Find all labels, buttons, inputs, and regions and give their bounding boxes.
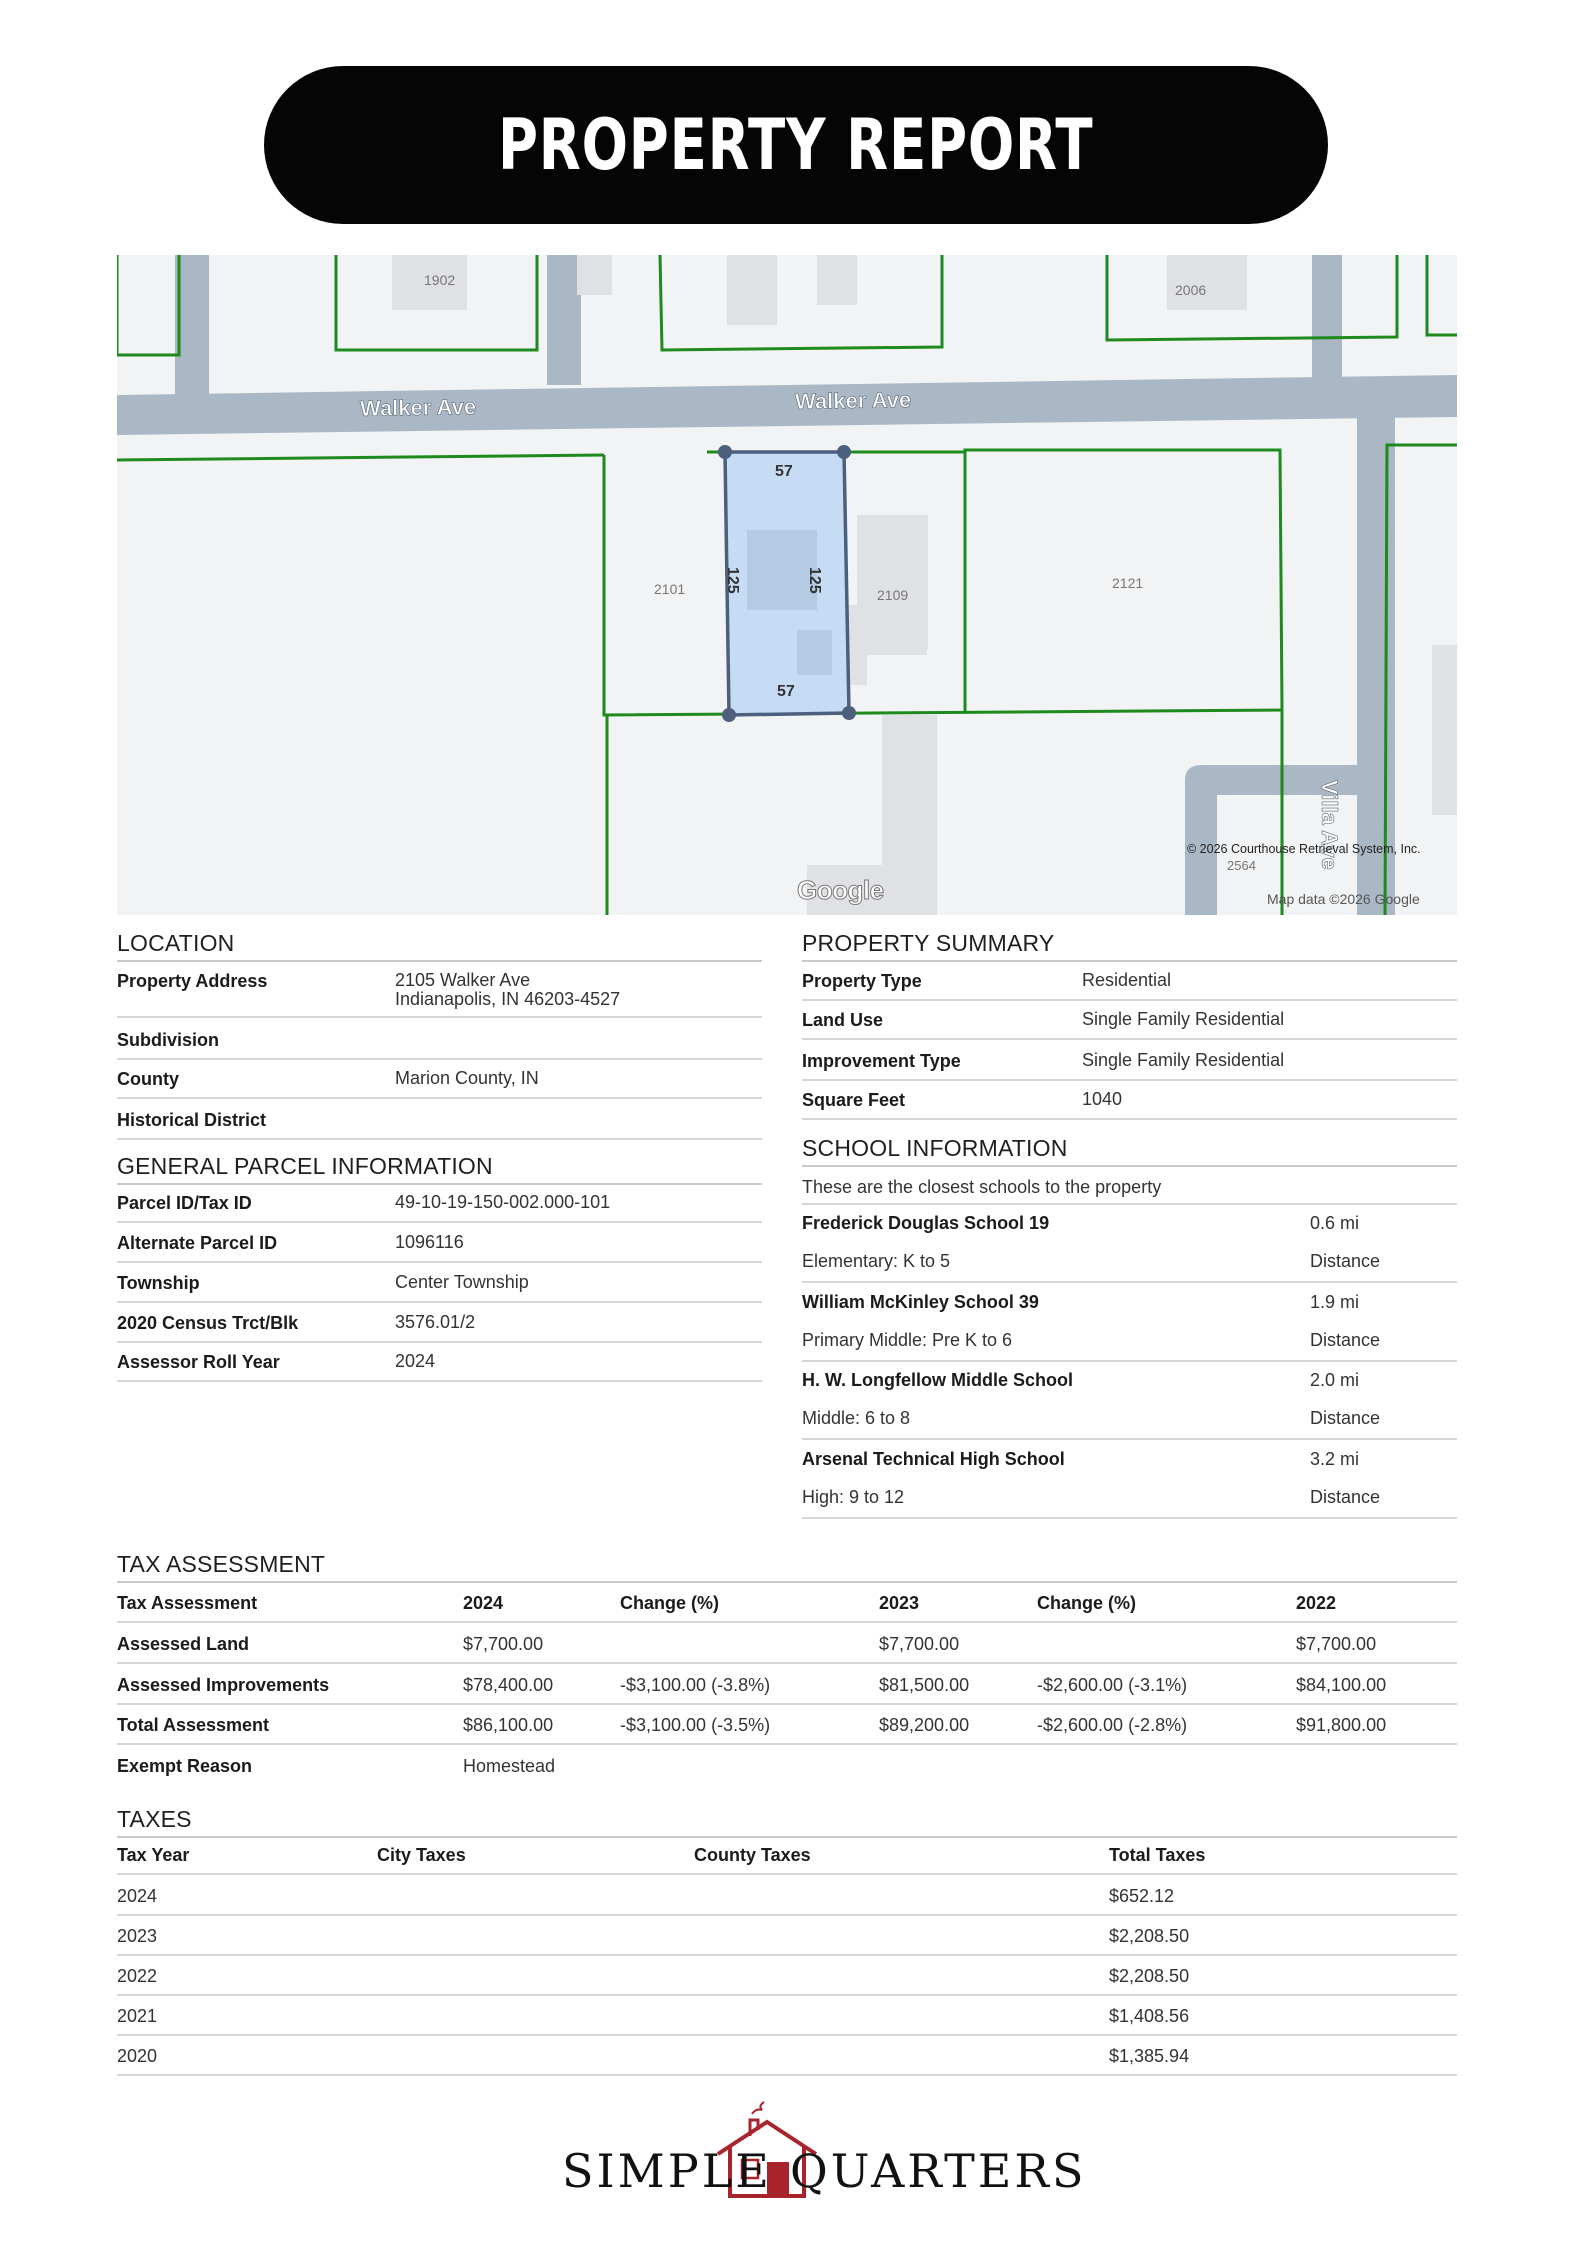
school-distance: 3.2 mi — [1310, 1448, 1360, 1469]
house-number: 2101 — [654, 581, 686, 597]
info-row — [117, 1264, 762, 1303]
row-divider — [802, 1438, 1457, 1440]
info-value: Single Family Residential — [1082, 1050, 1285, 1070]
row-divider — [117, 1703, 1457, 1705]
table-cell: $78,400.00 — [463, 1674, 554, 1695]
info-value: Single Family Residential — [1082, 1009, 1285, 1029]
info-value: 49-10-19-150-002.000-101 — [395, 1192, 611, 1212]
table-header-cell: Change (%) — [1037, 1593, 1136, 1613]
map-data-attribution[interactable]: Map data ©2026 Google — [1267, 891, 1420, 907]
table-cell: $652.12 — [1109, 1886, 1175, 1906]
table-cell: $2,208.50 — [1109, 1966, 1190, 1986]
table-header-cell: Tax Year — [117, 1845, 190, 1865]
school-name: William McKinley School 39 — [802, 1291, 1039, 1312]
parcel-dimension-left: 125 — [724, 567, 741, 594]
report-title-banner — [264, 66, 1328, 224]
school-distance-label: Distance — [1310, 1486, 1381, 1507]
row-label: Assessed Land — [117, 1634, 250, 1654]
tax-assessment-heading: TAX ASSESSMENT — [117, 1551, 1457, 1583]
school-grades: Elementary: K to 5 — [802, 1251, 951, 1271]
table-cell: $89,200.00 — [879, 1715, 970, 1735]
school-note: These are the closest schools to the property — [802, 1177, 1162, 1197]
info-row — [117, 1184, 762, 1223]
info-label: 2020 Census Trct/Blk — [117, 1313, 299, 1333]
house-number: 2109 — [877, 587, 909, 603]
info-label: Square Feet — [802, 1090, 906, 1110]
street-label: Villa Ave — [1317, 780, 1342, 870]
house-number: 2121 — [1112, 575, 1144, 591]
info-row — [802, 1001, 1457, 1040]
table-header-cell: County Taxes — [694, 1845, 811, 1865]
row-divider — [117, 1914, 1457, 1916]
parcel-dimension-right: 125 — [806, 567, 823, 594]
street-label: Walker Ave — [359, 393, 477, 422]
info-label: Township — [117, 1273, 200, 1293]
row-label: Assessed Improvements — [117, 1674, 330, 1695]
table-cell: $86,100.00 — [463, 1715, 554, 1735]
info-label: Historical District — [117, 1110, 267, 1130]
table-cell: 2024 — [117, 1886, 158, 1906]
row-label: Total Assessment — [117, 1715, 270, 1735]
map-copyright: © 2026 Courthouse Retrieval System, Inc. — [1187, 842, 1421, 856]
parcel-heading: GENERAL PARCEL INFORMATION — [117, 1153, 762, 1185]
house-number: 2006 — [1175, 282, 1207, 298]
taxes-heading: TAXES — [117, 1806, 1457, 1838]
location-heading: LOCATION — [117, 930, 762, 962]
table-header-cell: Tax Assessment — [117, 1593, 258, 1613]
info-value: 1096116 — [395, 1232, 464, 1252]
row-divider — [117, 1662, 1457, 1664]
row-divider — [117, 1873, 1457, 1875]
table-cell: $91,800.00 — [1296, 1715, 1387, 1735]
table-header-cell: 2024 — [463, 1593, 504, 1613]
info-value: 3576.01/2 — [395, 1312, 476, 1332]
school-distance: 2.0 mi — [1310, 1370, 1360, 1390]
info-label: County — [117, 1069, 179, 1089]
row-divider — [802, 1281, 1457, 1283]
school-distance-label: Distance — [1310, 1251, 1381, 1271]
street-label: Walker Ave — [794, 386, 912, 415]
school-distance-label: Distance — [1310, 1408, 1381, 1428]
info-label: Alternate Parcel ID — [117, 1233, 278, 1253]
table-cell: $1,385.94 — [1109, 2046, 1190, 2066]
google-logo: Google — [797, 875, 884, 905]
table-header-cell: 2023 — [879, 1593, 920, 1613]
school-name: H. W. Longfellow Middle School — [802, 1370, 1073, 1390]
school-heading: SCHOOL INFORMATION — [802, 1135, 1457, 1167]
row-divider — [117, 1954, 1457, 1956]
house-number: 1902 — [424, 272, 456, 288]
info-label: Assessor Roll Year — [117, 1352, 280, 1372]
brand-right-text: QUARTERS — [790, 2144, 1087, 2198]
table-header-cell: City Taxes — [377, 1845, 466, 1865]
row-divider — [117, 1994, 1457, 1996]
school-grades: High: 9 to 12 — [802, 1486, 905, 1507]
info-row — [117, 962, 762, 1018]
table-cell: 2021 — [117, 2006, 158, 2026]
table-cell: -$2,600.00 (-3.1%) — [1037, 1674, 1188, 1695]
table-cell: $7,700.00 — [1296, 1634, 1377, 1654]
info-value-line2: Indianapolis, IN 46203-4527 — [395, 989, 621, 1009]
school-distance: 0.6 mi — [1310, 1213, 1360, 1233]
brand-left-text: SIMPLE — [562, 2144, 772, 2198]
table-cell: -$3,100.00 (-3.5%) — [620, 1715, 771, 1735]
info-label: Subdivision — [117, 1030, 220, 1050]
table-header-cell: 2022 — [1296, 1593, 1337, 1613]
info-row — [117, 1304, 762, 1343]
info-label: Property Address — [117, 971, 268, 991]
info-row — [117, 1021, 762, 1060]
info-label: Property Type — [802, 971, 922, 991]
table-header-cell: Change (%) — [620, 1593, 719, 1613]
simple-quarters-logo — [560, 2100, 1087, 2210]
info-row — [802, 962, 1457, 1001]
house-number: 2564 — [1227, 858, 1256, 873]
table-cell: -$2,600.00 (-2.8%) — [1037, 1715, 1188, 1735]
info-row — [117, 1343, 762, 1382]
table-cell: $81,500.00 — [879, 1674, 970, 1695]
table-cell: $7,700.00 — [879, 1634, 960, 1654]
school-grades: Middle: 6 to 8 — [802, 1408, 911, 1428]
row-divider — [117, 1743, 1457, 1745]
info-value: Residential — [1082, 970, 1172, 990]
info-row — [802, 1081, 1457, 1120]
info-value: 1040 — [1082, 1089, 1123, 1109]
table-header-cell: Total Taxes — [1109, 1845, 1206, 1865]
info-value: Marion County, IN — [395, 1068, 539, 1088]
parcel-dimension-bottom: 57 — [777, 683, 795, 700]
row-divider — [802, 1517, 1457, 1519]
table-cell: $7,700.00 — [463, 1634, 544, 1654]
row-divider — [117, 1621, 1457, 1623]
info-row — [802, 1042, 1457, 1081]
info-value: Center Township — [395, 1272, 529, 1292]
table-cell: 2023 — [117, 1926, 158, 1946]
row-label: Exempt Reason — [117, 1755, 253, 1776]
table-cell: -$3,100.00 (-3.8%) — [620, 1674, 771, 1695]
info-label: Parcel ID/Tax ID — [117, 1193, 252, 1213]
report-title: PROPERTY REPORT — [498, 104, 1094, 186]
summary-heading: PROPERTY SUMMARY — [802, 930, 1457, 962]
table-cell: 2022 — [117, 1966, 158, 1986]
table-cell: Homestead — [463, 1755, 556, 1776]
table-cell: $1,408.56 — [1109, 2006, 1190, 2026]
row-divider — [802, 1360, 1457, 1362]
row-divider — [117, 2034, 1457, 2036]
row-divider — [117, 2074, 1457, 2076]
table-cell: 2020 — [117, 2046, 158, 2066]
map-canvas — [117, 255, 1457, 915]
parcel-map[interactable] — [117, 255, 1457, 915]
school-grades: Primary Middle: Pre K to 6 — [802, 1329, 1013, 1350]
school-name: Arsenal Technical High School — [802, 1448, 1065, 1469]
info-label: Land Use — [802, 1010, 884, 1030]
info-row — [117, 1224, 762, 1263]
info-value: 2024 — [395, 1351, 436, 1371]
info-label: Improvement Type — [802, 1051, 961, 1071]
info-row — [117, 1060, 762, 1099]
villa-ave-road — [1357, 415, 1395, 915]
info-value: 2105 Walker Ave — [395, 970, 531, 990]
table-cell: $2,208.50 — [1109, 1926, 1190, 1946]
school-name: Frederick Douglas School 19 — [802, 1213, 1050, 1233]
parcel-dimension-top: 57 — [775, 463, 793, 480]
school-distance-label: Distance — [1310, 1329, 1381, 1350]
table-cell: $84,100.00 — [1296, 1674, 1387, 1695]
school-distance: 1.9 mi — [1310, 1291, 1360, 1312]
info-row — [117, 1101, 762, 1140]
